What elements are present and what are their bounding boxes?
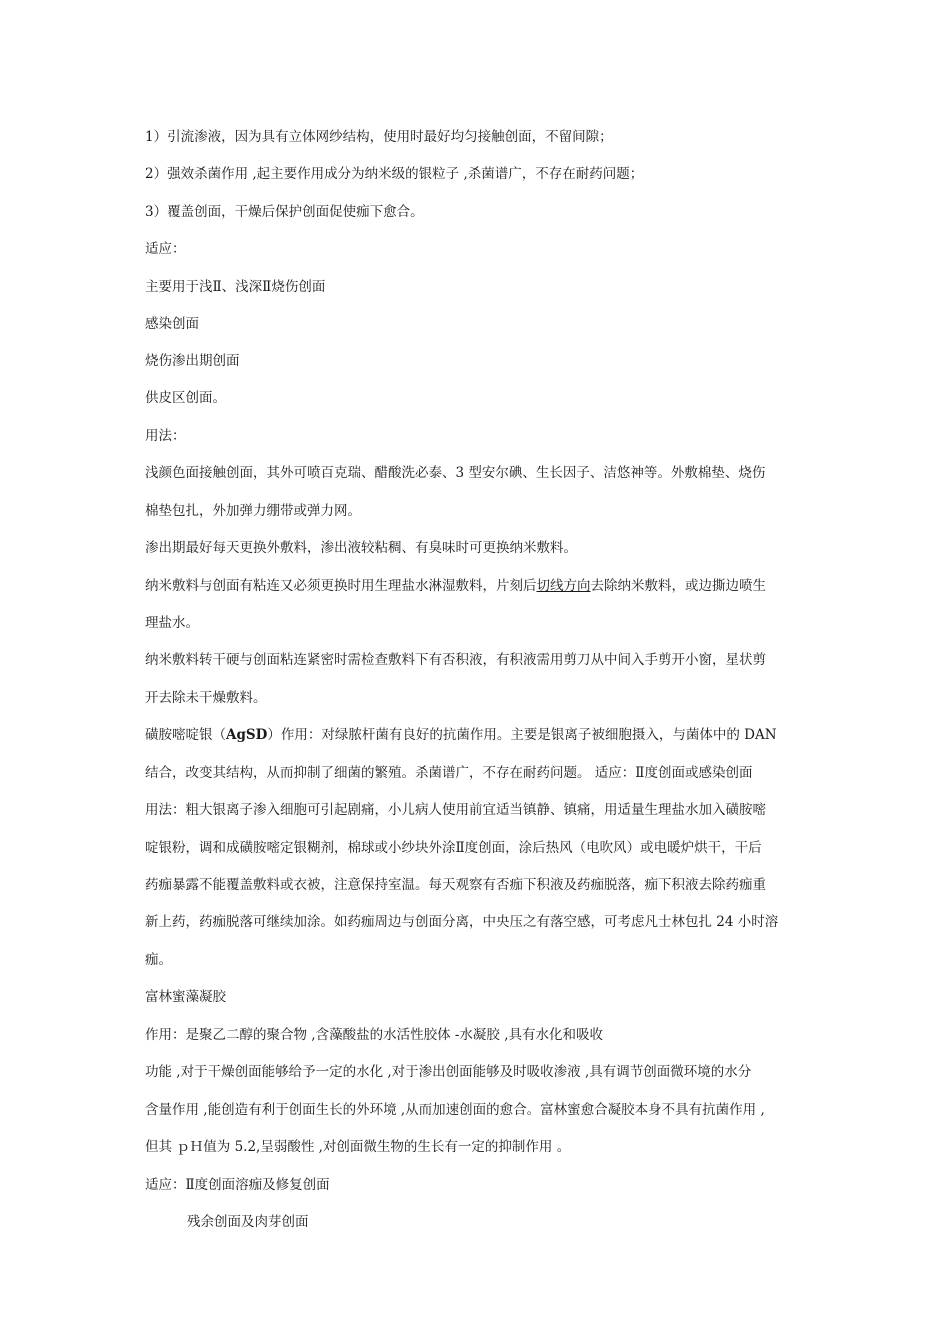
indented-text-line: 残余创面及肉芽创面	[187, 1214, 309, 1230]
text-line: 富林蜜藻凝胶	[145, 989, 226, 1005]
text-line: 含量作用 ,能创造有利于创面生长的外环境 ,从而加速创面的愈合。富林蜜愈合凝胶本身不具有抗菌作用 ,	[145, 1102, 765, 1118]
text-segment: 磺胺嘧啶银（	[145, 727, 226, 743]
text-line: 作用：是聚乙二醇的聚合物 ,含藻酸盐的水活性胶体 -水凝胶 ,具有水化和吸收	[145, 1027, 604, 1043]
text-line: 主要用于浅Ⅱ、浅深Ⅱ烧伤创面	[145, 279, 326, 295]
text-line-with-bold	[145, 726, 815, 744]
text-line: 2）强效杀菌作用 ,起主要作用成分为纳米级的银粒子 ,杀菌谱广，不存在耐药问题；	[145, 166, 644, 182]
text-line: 渗出期最好每天更换外敷料，渗出液较粘稠、有臭味时可更换纳米敷料。	[145, 540, 577, 556]
text-segment: 去除纳米敷料，或边撕边喷生	[590, 578, 766, 594]
text-line-with-underline	[145, 577, 815, 595]
text-line: 1）引流渗液，因为具有立体网纱结构，使用时最好均匀接触创面，不留间隙；	[145, 129, 613, 145]
text-line: 适应：Ⅱ度创面溶痂及修复创面	[145, 1177, 330, 1193]
text-line: 浅颜色面接触创面，其外可喷百克瑞、醋酸洗必泰、3 型安尔碘、生长因子、洁悠神等。外敷棉垫、烧伤	[145, 465, 766, 481]
text-line: 理盐水。	[145, 615, 199, 631]
text-line: 啶银粉，调和成磺胺嘧定银糊剂，棉球或小纱块外涂Ⅱ度创面，涂后热风（电吹风）或电暖炉烘干，干后	[145, 840, 762, 856]
text-line: 感染创面	[145, 316, 199, 332]
text-segment: 纳米敷料与创面有粘连又必须更换时用生理盐水淋湿敷料，片刻后	[145, 578, 537, 594]
text-line: 供皮区创面。	[145, 390, 226, 406]
text-line: 但其 ｐＨ值为 5.2,呈弱酸性 ,对创面微生物的生长有一定的抑制作用 。	[145, 1139, 571, 1155]
text-line: 适应：	[145, 241, 186, 257]
text-line: 药痂暴露不能覆盖敷料或衣被，注意保持室温。每天观察有否痂下积液及药痂脱落，痂下积液去除药痂重	[145, 877, 766, 893]
text-line: 用法：	[145, 428, 186, 444]
underlined-text: 切线方向	[536, 578, 591, 594]
text-line: 结合，改变其结构，从而抑制了细菌的繁殖。杀菌谱广，不存在耐药问题。 适应：Ⅱ度创面或感染创面	[145, 765, 753, 781]
text-line: 纳米敷料转干硬与创面粘连紧密时需检查敷料下有否积液，有积液需用剪刀从中间入手剪开小窗，星状剪	[145, 652, 766, 668]
bold-text: AgSD	[226, 727, 268, 743]
text-line: 新上药，药痂脱落可继续加涂。如药痂周边与创面分离，中央压之有落空感，可考虑凡士林包扎 24 小时溶	[145, 914, 779, 930]
text-line: 烧伤渗出期创面	[145, 353, 240, 369]
text-line: 棉垫包扎，外加弹力绷带或弹力网。	[145, 503, 361, 519]
text-line: 功能 ,对于干燥创面能够给予一定的水化 ,对于渗出创面能够及时吸收渗液 ,具有调节创面微环境的水分	[145, 1064, 752, 1080]
text-line: 3）覆盖创面，干燥后保护创面促使痂下愈合。	[145, 204, 424, 220]
text-line: 痂。	[145, 952, 172, 968]
text-segment: ）作用：对绿脓杆菌有良好的抗菌作用。主要是银离子被细胞摄入，与菌体中的 DAN	[267, 727, 777, 743]
text-line: 开去除未干燥敷料。	[145, 690, 267, 706]
text-line: 用法：粗大银离子渗入细胞可引起剧痛，小儿病人使用前宜适当镇静、镇痛，用适量生理盐水加入磺胺嘧	[145, 802, 766, 818]
